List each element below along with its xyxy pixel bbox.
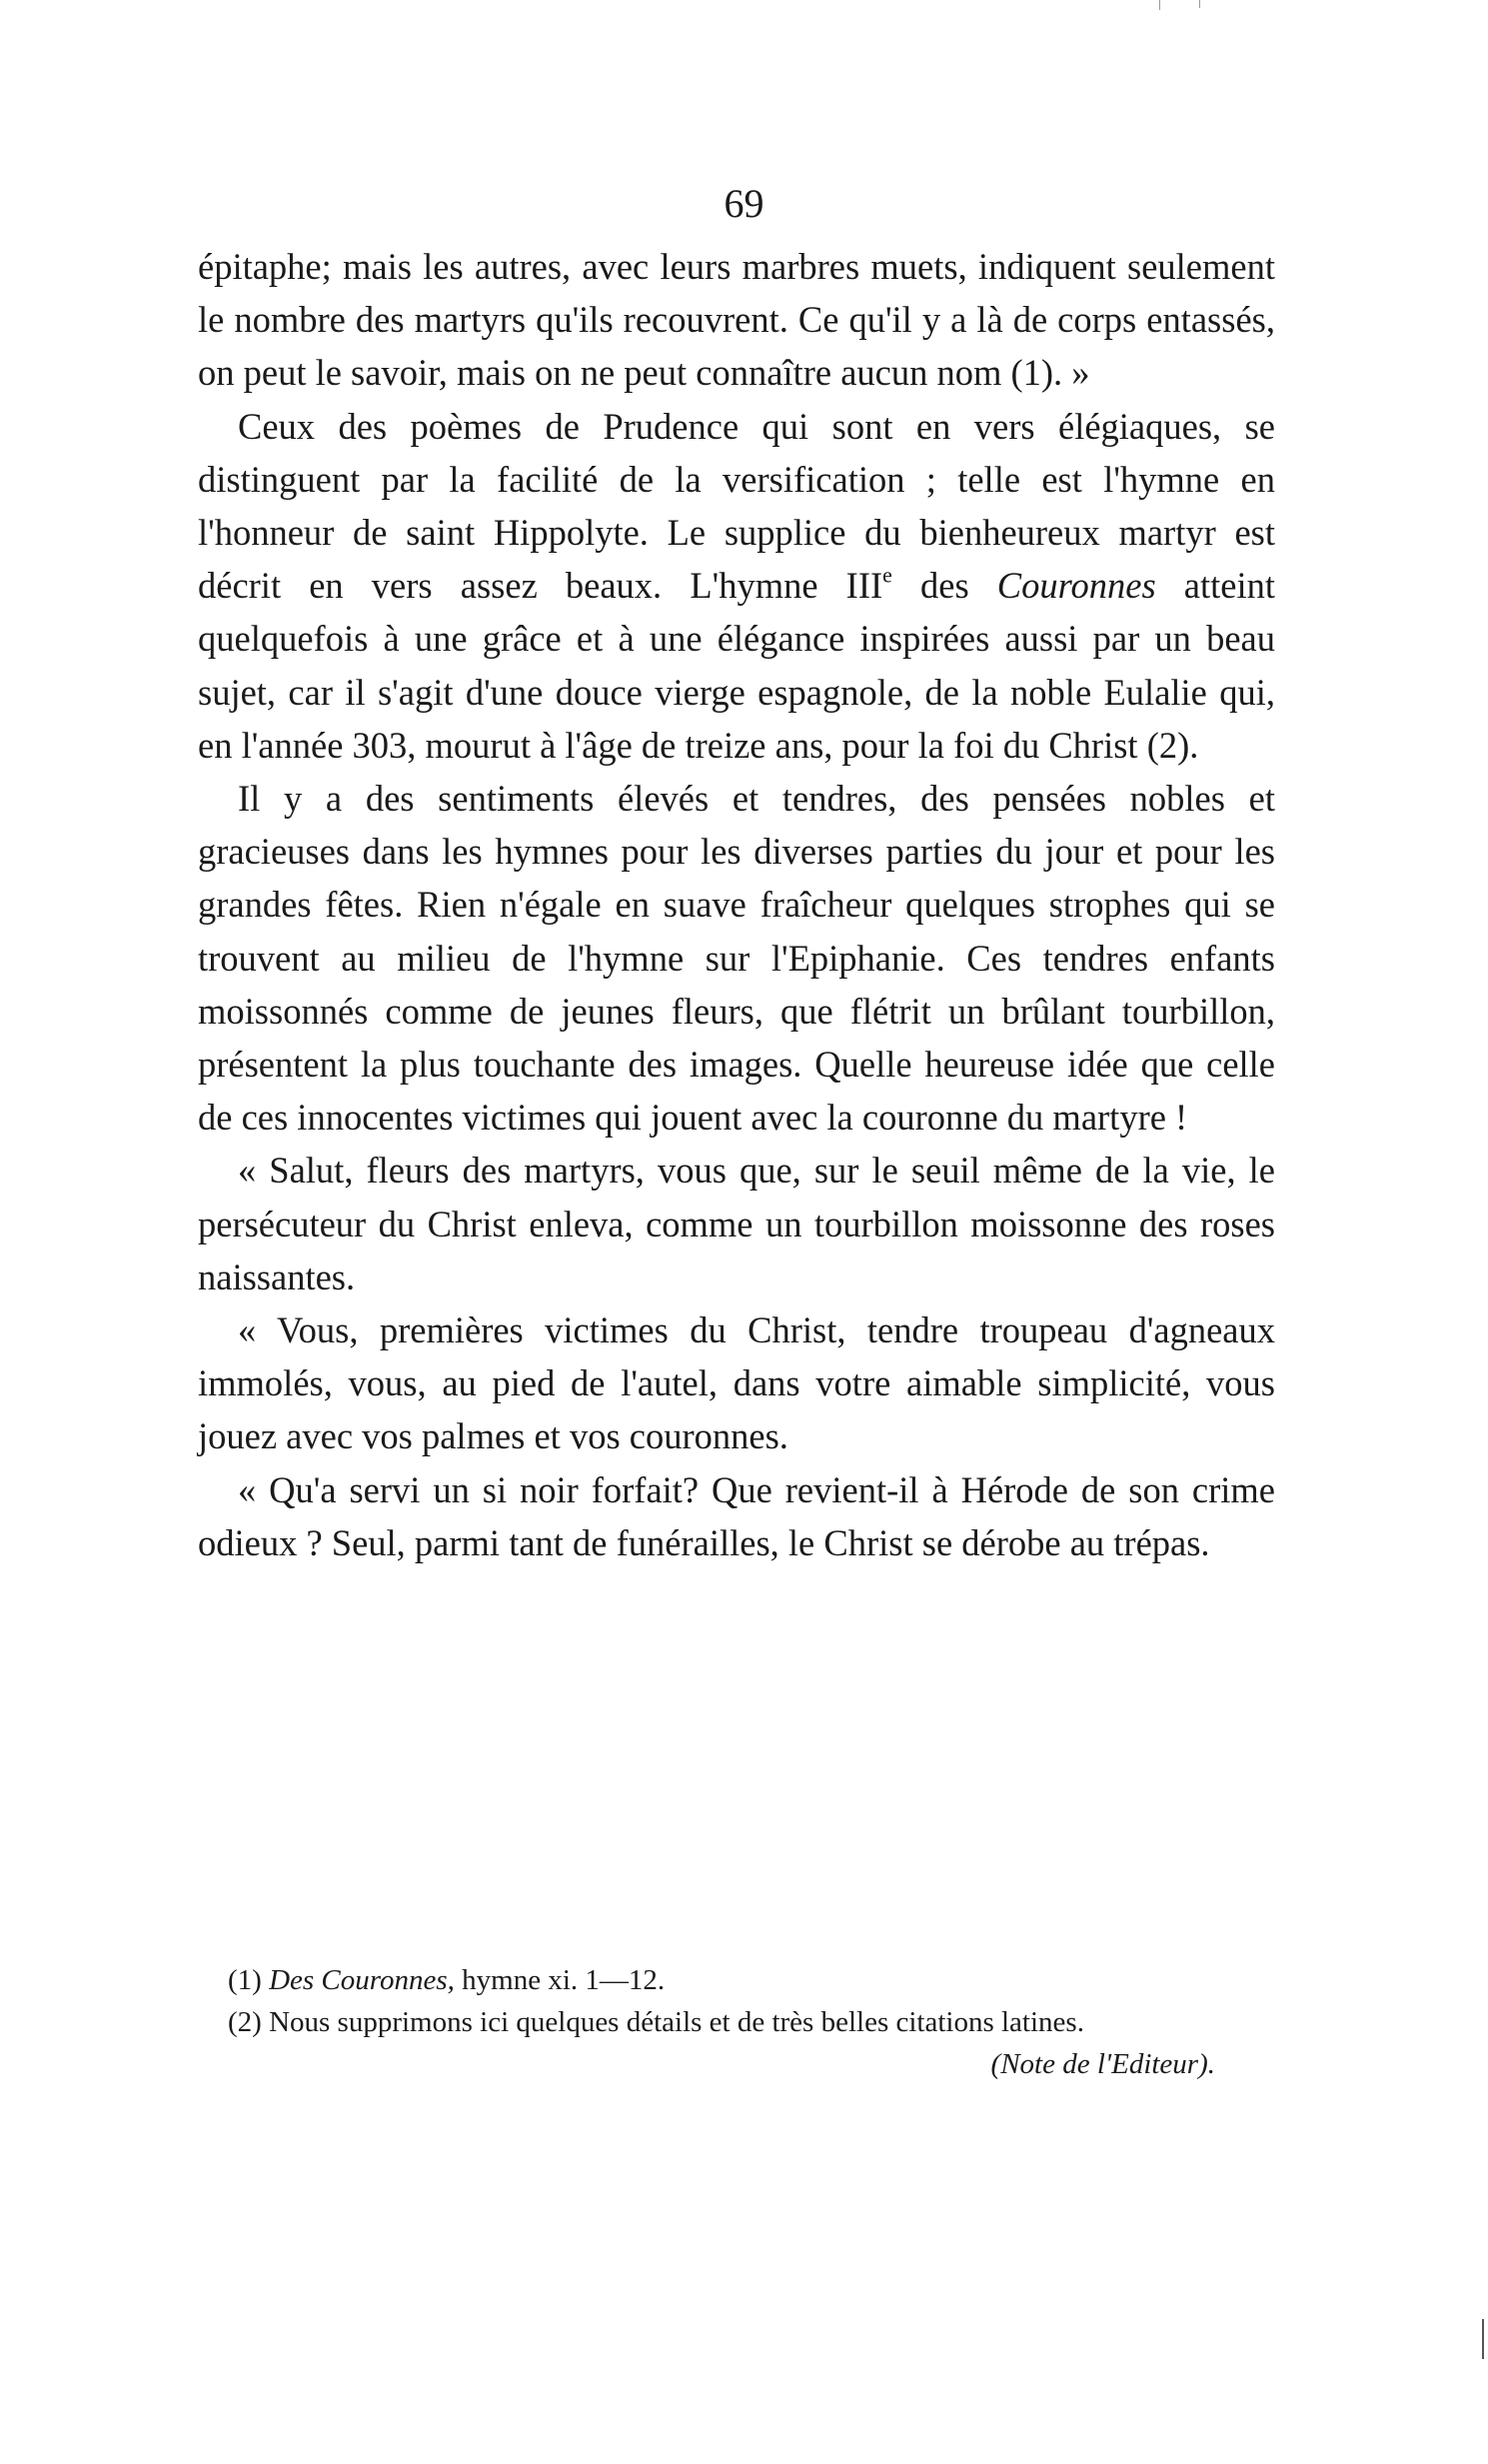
- ordinal-superscript: e: [882, 562, 892, 588]
- scan-speck: [1199, 0, 1200, 8]
- paragraph-3: Il y a des sentiments élevés et tendres, des pensées nobles et gracieuses dans les hymnes pour les diverses parties du jour et pour les grandes fêtes. Rien n'égale en suave fraîcheur quelques strophes qui se trouvent au milieu de l'hymne sur l'Epiphanie. Ces tendres enfants moissonnés comme de jeunes fleurs, que flétrit un brûlant tourbillon, présentent la plus touchante des images. Quelle heureuse idée que celle de ces innocentes victimes qui jouent avec la couronne du martyre !: [198, 778, 1275, 1139]
- footnote-1: [198, 1959, 1275, 2001]
- page-number: 69: [724, 181, 764, 226]
- paragraph-2-part-1: Ceux des poèmes de Prudence qui sont en vers élégiaques, se distinguent par la facilité de la versification ; telle est l'hymne en l'honneur de saint Hippolyte. Le supplice du bienheureux martyr est décrit en vers assez beaux. L'hymne III: [198, 405, 1275, 607]
- scan-speck: [1159, 0, 1160, 10]
- quote-paragraph-1: « Salut, fleurs des martyrs, vous que, sur le seuil même de la vie, le persécuteur du Christ enleva, comme un tourbillon moissonne des roses naissantes.: [198, 1150, 1275, 1297]
- paragraph-2: [198, 400, 1275, 772]
- footnote-2: [198, 2001, 1275, 2080]
- footnote-1-text: hymne xi. 1—12.: [454, 1964, 666, 1996]
- scan-speck: [1482, 2319, 1484, 2359]
- footnote-2-marker: (2): [228, 2006, 262, 2038]
- editor-note: (Note de l'Editeur).: [990, 2048, 1215, 2080]
- work-title-couronnes: Couronnes: [996, 565, 1156, 607]
- footnote-2-text: Nous supprimons ici quelques détails et de très belles citations latines.: [261, 2006, 1084, 2038]
- footnote-1-title: Des Couronnes,: [269, 1964, 455, 1996]
- body-text: [198, 240, 1275, 1569]
- quote-paragraph-2: « Vous, premières victimes du Christ, tendre troupeau d'agneaux immolés, vous, au pied de l'autel, dans votre aimable simplicité, vous jouez avec vos palmes et vos couronnes.: [198, 1309, 1275, 1457]
- paragraph-2-part-2: des: [891, 565, 997, 607]
- footnotes: [198, 1959, 1275, 2085]
- paragraph-2-part-3: atteint quelquefois à une grâce et à une élégance inspirées aussi par un beau sujet, car il s'agit d'une douce vierge espagnole, de la noble Eulalie qui, en l'année 303, mourut à l'âge de treize ans, pour la foi du Christ (2).: [198, 565, 1276, 766]
- paragraph-1: épitaphe; mais les autres, avec leurs marbres muets, indiquent seulement le nombre des martyrs qu'ils recouvrent. Ce qu'il y a là de corps entassés, on peut le savoir, mais on ne peut connaître aucun nom (1). »: [198, 246, 1275, 394]
- footnote-1-marker: (1): [228, 1964, 262, 1996]
- quote-paragraph-3: « Qu'a servi un si noir forfait? Que revient-il à Hérode de son crime odieux ? Seul, parmi tant de funérailles, le Christ se dérobe au trépas.: [198, 1468, 1275, 1563]
